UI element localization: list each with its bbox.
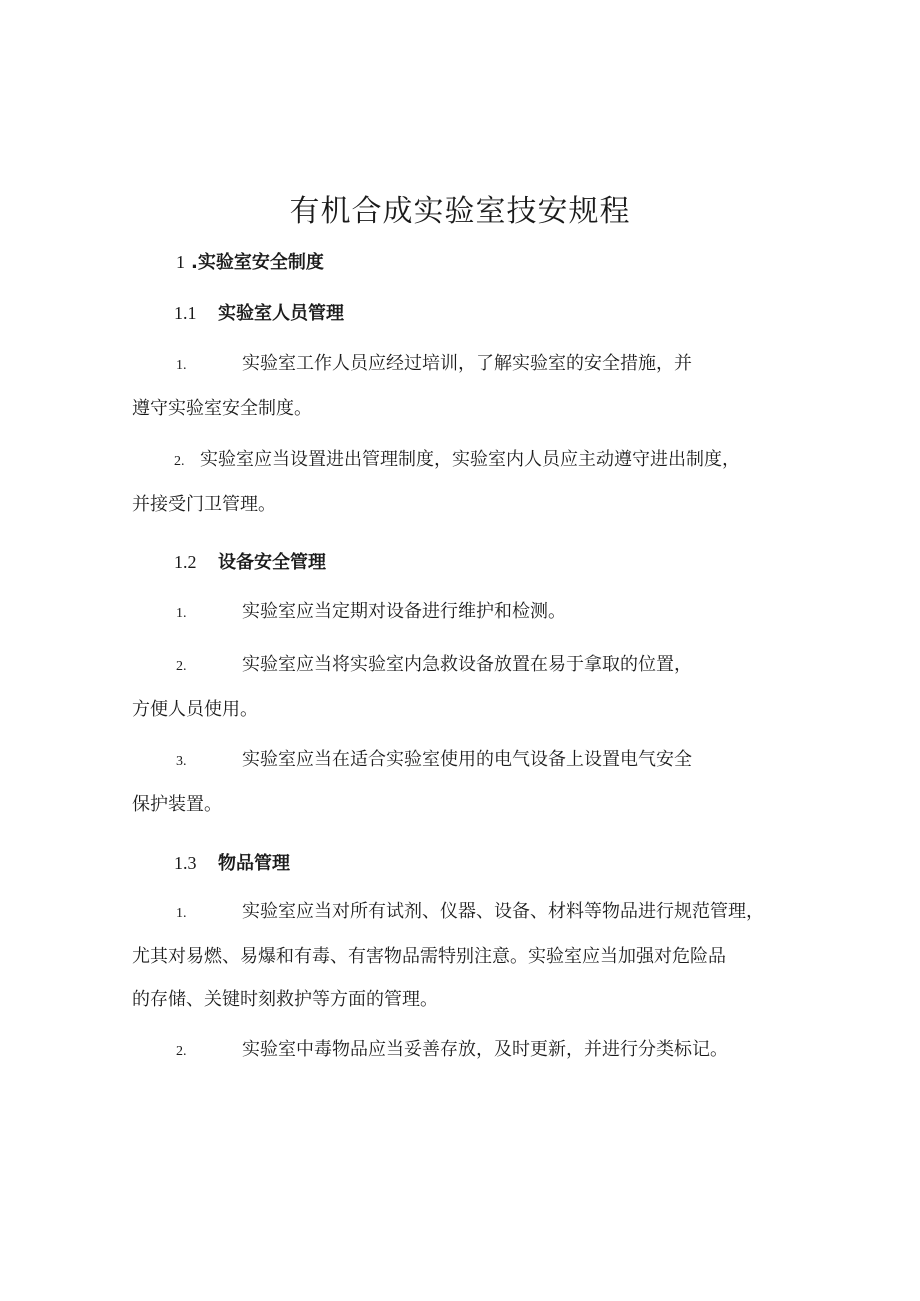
list-item [132, 590, 812, 635]
section-label: .实验室安全制度 [191, 252, 324, 273]
item-text: 实验室应当对所有试剂、仪器、设备、材料等物品进行规范管理， [242, 901, 764, 922]
list-item [132, 1028, 812, 1073]
subsection-heading-1-3 [174, 849, 290, 875]
list-item [132, 643, 812, 731]
list-item [132, 438, 812, 526]
item-number: 2. [176, 1044, 187, 1059]
subsection-number: 1.3 [174, 853, 197, 873]
document-title: 有机合成实验室技安规程 [289, 194, 631, 229]
item-number: 1. [176, 606, 187, 621]
item-number: 1. [176, 906, 187, 921]
subsection-label: 物品管理 [218, 853, 290, 874]
item-number: 3. [176, 754, 187, 769]
item-continuation: 尤其对易燃、易爆和有毒、有害物品需特别注意。实验室应当加强对危险品 [132, 946, 726, 967]
item-text: 实验室中毒物品应当妥善存放，及时更新，并进行分类标记。 [242, 1039, 728, 1060]
item-text: 实验室应当设置进出管理制度，实验室内人员应主动遵守进出制度， [200, 449, 740, 470]
item-continuation: 并接受门卫管理。 [132, 494, 276, 515]
list-item [132, 342, 812, 430]
item-text: 实验室应当定期对设备进行维护和检测。 [242, 601, 566, 622]
item-text: 实验室工作人员应经过培训，了解实验室的安全措施，并 [242, 353, 692, 374]
subsection-number: 1.2 [174, 552, 197, 572]
subsection-heading-1-2 [174, 548, 326, 574]
subsection-number: 1.1 [174, 303, 197, 323]
item-continuation: 的存储、关键时刻救护等方面的管理。 [132, 989, 438, 1010]
item-continuation: 保护装置。 [132, 794, 222, 815]
list-item [132, 738, 812, 826]
subsection-label: 实验室人员管理 [218, 303, 344, 324]
item-text: 实验室应当将实验室内急救设备放置在易于拿取的位置， [242, 654, 692, 675]
item-number: 2. [176, 659, 187, 674]
subsection-label: 设备安全管理 [218, 552, 326, 573]
item-continuation: 方便人员使用。 [132, 699, 258, 720]
item-continuation: 遵守实验室安全制度。 [132, 398, 312, 419]
section-heading-1 [176, 248, 324, 274]
item-number: 2. [174, 454, 185, 469]
subsection-heading-1-1 [174, 299, 344, 325]
list-item [132, 890, 812, 1021]
section-number: 1 [176, 252, 185, 272]
item-text: 实验室应当在适合实验室使用的电气设备上设置电气安全 [242, 749, 692, 770]
item-number: 1. [176, 358, 187, 373]
